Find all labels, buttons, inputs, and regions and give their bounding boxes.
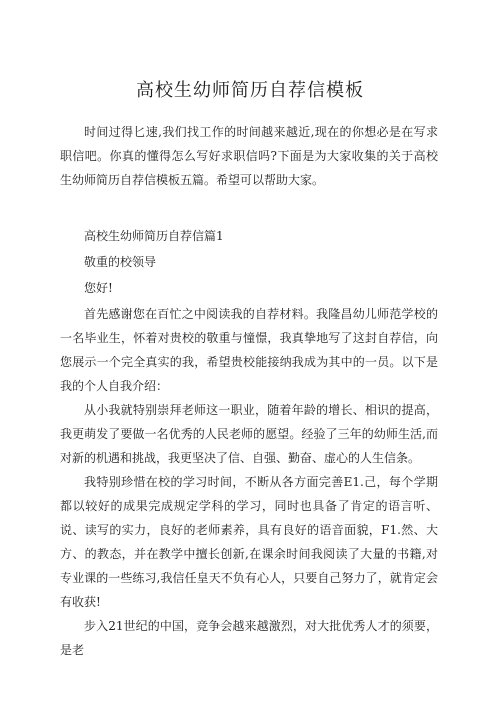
body-paragraph-4: 步入21世纪的中国，竞争会越来越激烈，对大批优秀人才的须要，是老 [60, 619, 438, 657]
intro-paragraph: 时间过得匕速,我们找工作的时间越来越近,现在的你想必是在写求职信吧。你真的懂得怎么写好求职信吗?下面是为大家收集的关于高校生幼师简历自荐信模板五篇。希望可以帮助大家。 [60, 125, 438, 187]
document-body [60, 120, 438, 662]
salutation: 敬重的校领导 [84, 255, 157, 269]
body-paragraph-3: 我特别珍惜在校的学习时间，不断从各方面完善E1.己，每个学期都以较好的成果完成规定学科的学习，同时也具备了肯定的语言听、说、读写的实力，良好的老师素养，具有良好的语音面貌，F1.然、大方、的教态，并在教学中擅长创新,在课余时间我阅读了大量的书籍,对专业课的一些练习,我信任皇天不负有心人，只要自己努力了，就肯定会有收获! [60, 475, 438, 609]
section-heading: 高校生幼师简历自荐信篇1 [84, 229, 224, 243]
body-paragraph-1: 首先感谢您在百忙之中阅读我的自荐材料。我隆昌幼儿师范学校的一名毕业生，怀着对贵校的敬重与憧憬，我真挚地写了这封自荐信，向您展示一个完全真实的我，希望贵校能接纳我成为其中的一员。以下是我的个人自我介绍： [60, 307, 438, 393]
body-paragraph-2: 从小我就特别崇拜老师这一职业，随着年龄的增长、相识的提高，我更萌发了要做一名优秀的人民老师的愿望。经验了三年的幼师生活,而对新的机遇和挑战，我更坚决了信、自强、勤奋、虚心的人生信条。 [60, 403, 438, 465]
section-spacer [60, 192, 438, 222]
document-title: 高校生幼师简历自荐信模板 [136, 80, 364, 101]
greeting: 您好! [84, 281, 113, 295]
